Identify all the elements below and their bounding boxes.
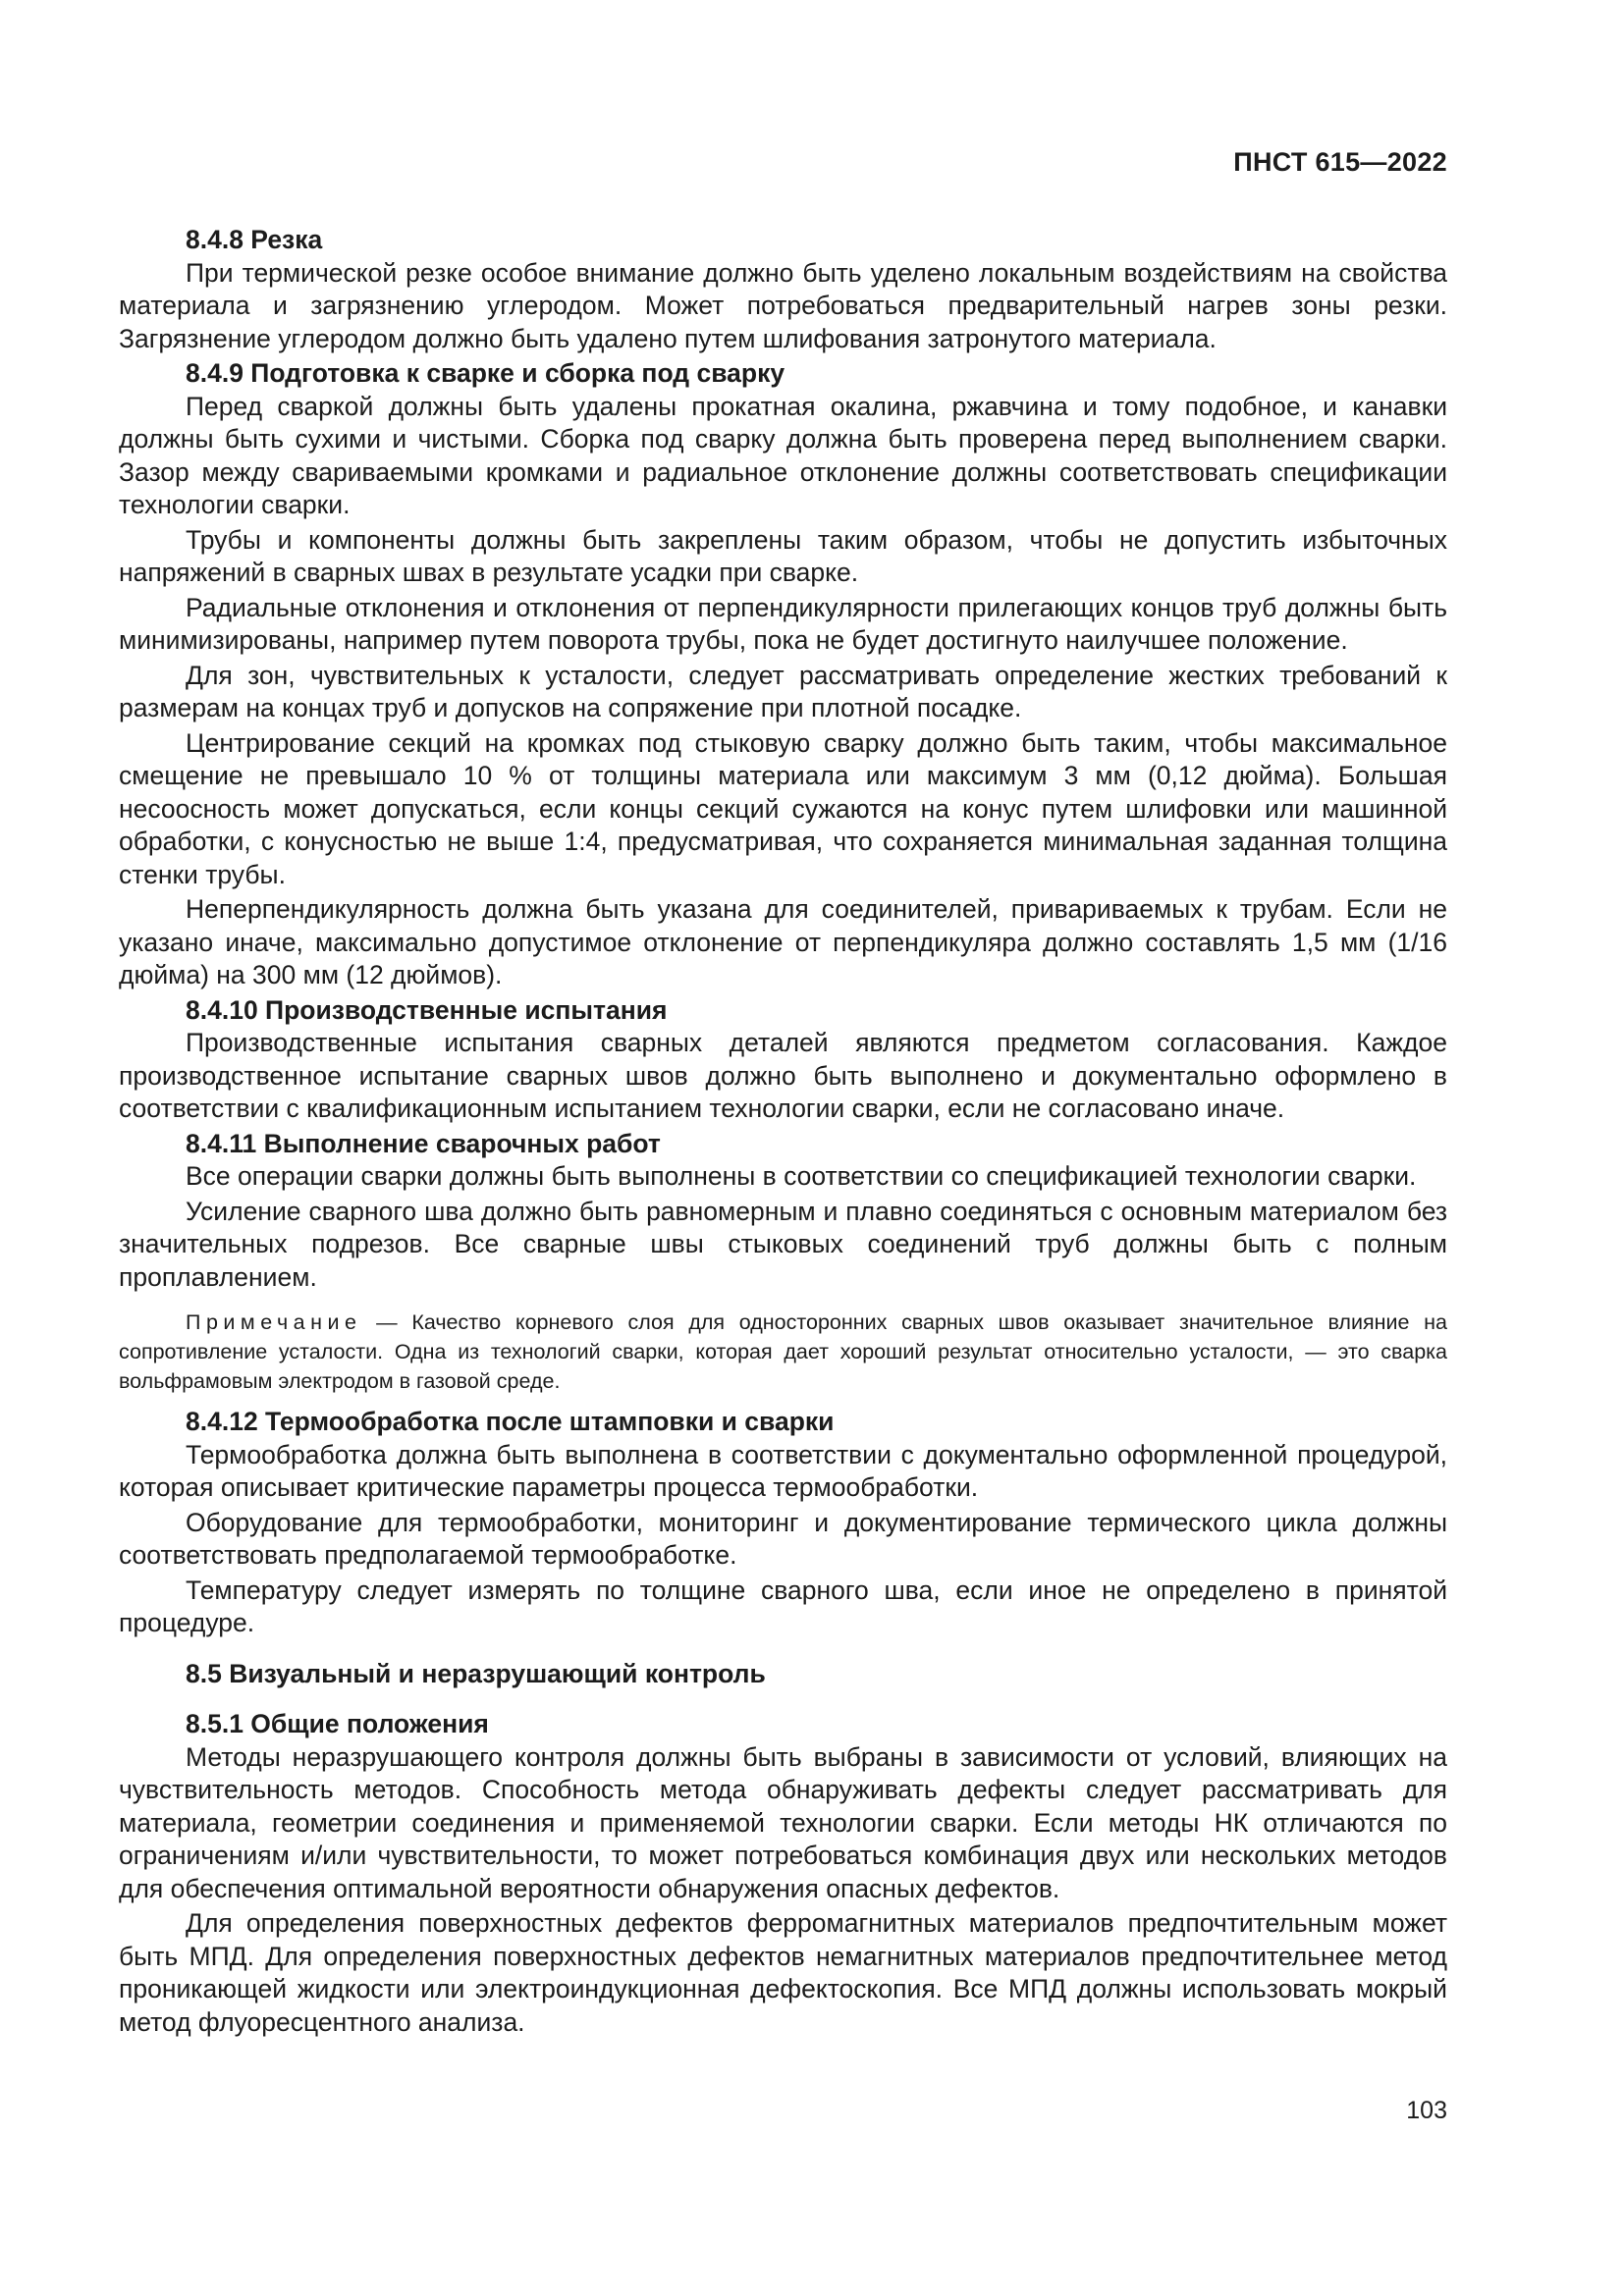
paragraph: Трубы и компоненты должны быть закреплены таким образом, чтобы не допустить избыточных напряжений в сварных швах в результате усадки при сварке.: [119, 524, 1447, 587]
paragraph: Оборудование для термообработки, мониторинг и документирование термического цикла должны соответствовать предполагаемой термообработке.: [119, 1507, 1447, 1570]
paragraph: Термообработка должна быть выполнена в соответствии с документально оформленной процедурой, которая описывает критические параметры процесса термообработки.: [119, 1439, 1447, 1502]
paragraph: При термической резке особое внимание должно быть уделено локальным воздействиям на свойства материала и загрязнению углеродом. Может потребоваться предварительный нагрев зоны резки. Загрязнение углеродом должно быть удалено путем шлифования затронутого материала.: [119, 257, 1447, 353]
page-number: 103: [1406, 2097, 1447, 2124]
paragraph: Для зон, чувствительных к усталости, следует рассматривать определение жестких требований к размерам на концах труб и допусков на сопряжение при плотной посадке.: [119, 660, 1447, 722]
note: [119, 1308, 1447, 1396]
paragraph: Усиление сварного шва должно быть равномерным и плавно соединяться с основным материалом без значительных подрезов. Все сварные швы стыковых соединений труб должны быть с полным проплавлением.: [119, 1196, 1447, 1292]
paragraph: Радиальные отклонения и отклонения от перпендикулярности прилегающих концов труб должны быть минимизированы, например путем поворота трубы, пока не будет достигнуто наилучшее положение.: [119, 592, 1447, 655]
section-heading-8-4-9: 8.4.9 Подготовка к сварке и сборка под сварку: [186, 358, 785, 388]
paragraph: Производственные испытания сварных деталей являются предметом согласования. Каждое производственное испытание сварных швов должно быть выполнено и документально оформлено в соответствии с квалификационным испытанием технологии сварки, если не согласовано иначе.: [119, 1028, 1447, 1123]
paragraph: Методы неразрушающего контроля должны быть выбраны в зависимости от условий, влияющих на чувствительность методов. Способность метода обнаруживать дефекты следует рассматривать для материала, геометрии соединения и применяемой технологии сварки. Если методы НК отличаются по ограничениям и/или чувствительности, то может потребоваться комбинация двух или нескольких методов для обеспечения оптимальной вероятности обнаружения опасных дефектов.: [119, 1741, 1447, 1903]
paragraph: Все операции сварки должны быть выполнены в соответствии со спецификацией технологии сварки.: [186, 1161, 1417, 1191]
section-heading-8-5-1: 8.5.1 Общие положения: [186, 1709, 489, 1738]
section-heading-8-4-11: 8.4.11 Выполнение сварочных работ: [186, 1128, 661, 1158]
note-label: Примечание: [186, 1310, 362, 1334]
page-content: [119, 224, 1447, 2041]
paragraph: Неперпендикулярность должна быть указана для соединителей, привариваемых к трубам. Если не указано иначе, максимально допустимое отклонение от перпендикуляра должно составлять 1,5 мм (1/16 дюйма) на 300 мм (12 дюймов).: [119, 894, 1447, 989]
section-heading-8-4-8: 8.4.8 Резка: [186, 225, 323, 254]
paragraph: Перед сваркой должны быть удалены прокатная окалина, ржавчина и тому подобное, и канавки должны быть сухими и чистыми. Сборка под сварку должна быть проверена перед выполнением сварки. Зазор между свариваемыми кромками и радиальное отклонение должны соответствовать спецификации технологии сварки.: [119, 391, 1447, 519]
note-text: — Качество корневого слоя для односторонних сварных швов оказывает значительное влияние на сопротивление усталости. Одна из технологий сварки, которая дает хороший результат относительно усталости, — это сварка вольфрамовым электродом в газовой среде.: [119, 1310, 1447, 1393]
document-code: ПНСТ 615—2022: [1233, 147, 1447, 177]
paragraph: Центрирование секций на кромках под стыковую сварку должно быть таким, чтобы максимальное смещение не превышало 10 % от толщины материала или максимум 3 мм (0,12 дюйма). Большая несоосность может допускаться, если концы секций сужаются на конус путем шлифовки или машинной обработки, с конусностью не выше 1:4, предусматривая, что сохраняется минимальная заданная толщина стенки трубы.: [119, 727, 1447, 889]
section-heading-8-4-12: 8.4.12 Термообработка после штамповки и сварки: [186, 1407, 835, 1436]
paragraph: Температуру следует измерять по толщине сварного шва, если иное не определено в принятой процедуре.: [119, 1575, 1447, 1637]
paragraph: Для определения поверхностных дефектов ферромагнитных материалов предпочтительным может быть МПД. Для определения поверхностных дефектов немагнитных материалов предпочтительнее метод проникающей жидкости или электроиндукционная дефектоскопия. Все МПД должны использовать мокрый метод флуоресцентного анализа.: [119, 1908, 1447, 2037]
section-heading-8-5: 8.5 Визуальный и неразрушающий контроль: [186, 1658, 766, 1688]
section-heading-8-4-10: 8.4.10 Производственные испытания: [186, 994, 668, 1025]
